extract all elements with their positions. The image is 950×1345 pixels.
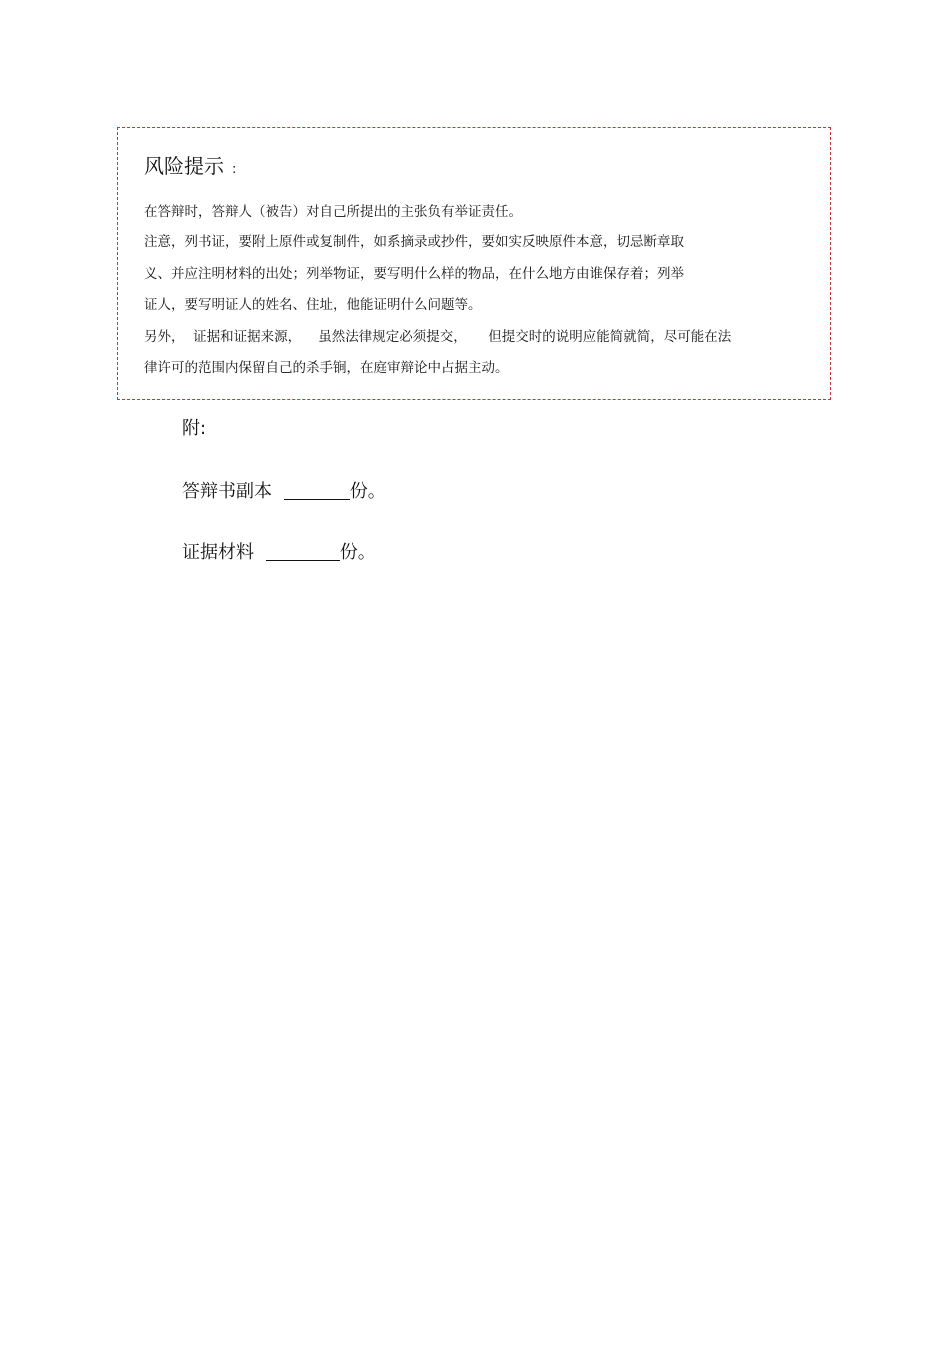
attachment-item-suffix: 份。 [349,481,386,502]
risk-notice-line: 在答辩时，答辩人（被告）对自己所提出的主张负有举证责任。 [144,204,522,220]
attachment-item-evidence [182,540,376,566]
risk-notice-title-colon: : [232,162,237,177]
copy-count-blank[interactable] [284,479,350,500]
attachment-item-label: 答辩书副本 [182,481,272,502]
attachment-item-reply-copy [182,479,386,505]
risk-notice-line: 注意，列书证，要附上原件或复制件，如系摘录或抄件，要如实反映原件本意，切忌断章取 [144,234,684,250]
risk-notice-line: 证人，要写明证人的姓名、住址，他能证明什么问题等。 [144,297,482,313]
risk-notice-line: 另外， 证据和证据来源， 虽然法律规定必须提交， 但提交时的说明应能简就简，尽可能在法 [144,329,732,345]
attachments-heading: 附: [182,418,207,439]
attachment-item-suffix: 份。 [339,542,376,563]
risk-notice-line: 律许可的范围内保留自己的杀手锏，在庭审辩论中占据主动。 [144,360,509,376]
attachment-item-label: 证据材料 [182,542,254,563]
risk-notice-line: 义、并应注明材料的出处；列举物证，要写明什么样的物品，在什么地方由谁保存着；列举 [144,266,684,282]
evidence-count-blank[interactable] [266,540,340,561]
risk-notice-title [144,152,236,184]
risk-notice-title-text: 风险提示 [144,154,224,178]
risk-notice-box [117,127,831,400]
